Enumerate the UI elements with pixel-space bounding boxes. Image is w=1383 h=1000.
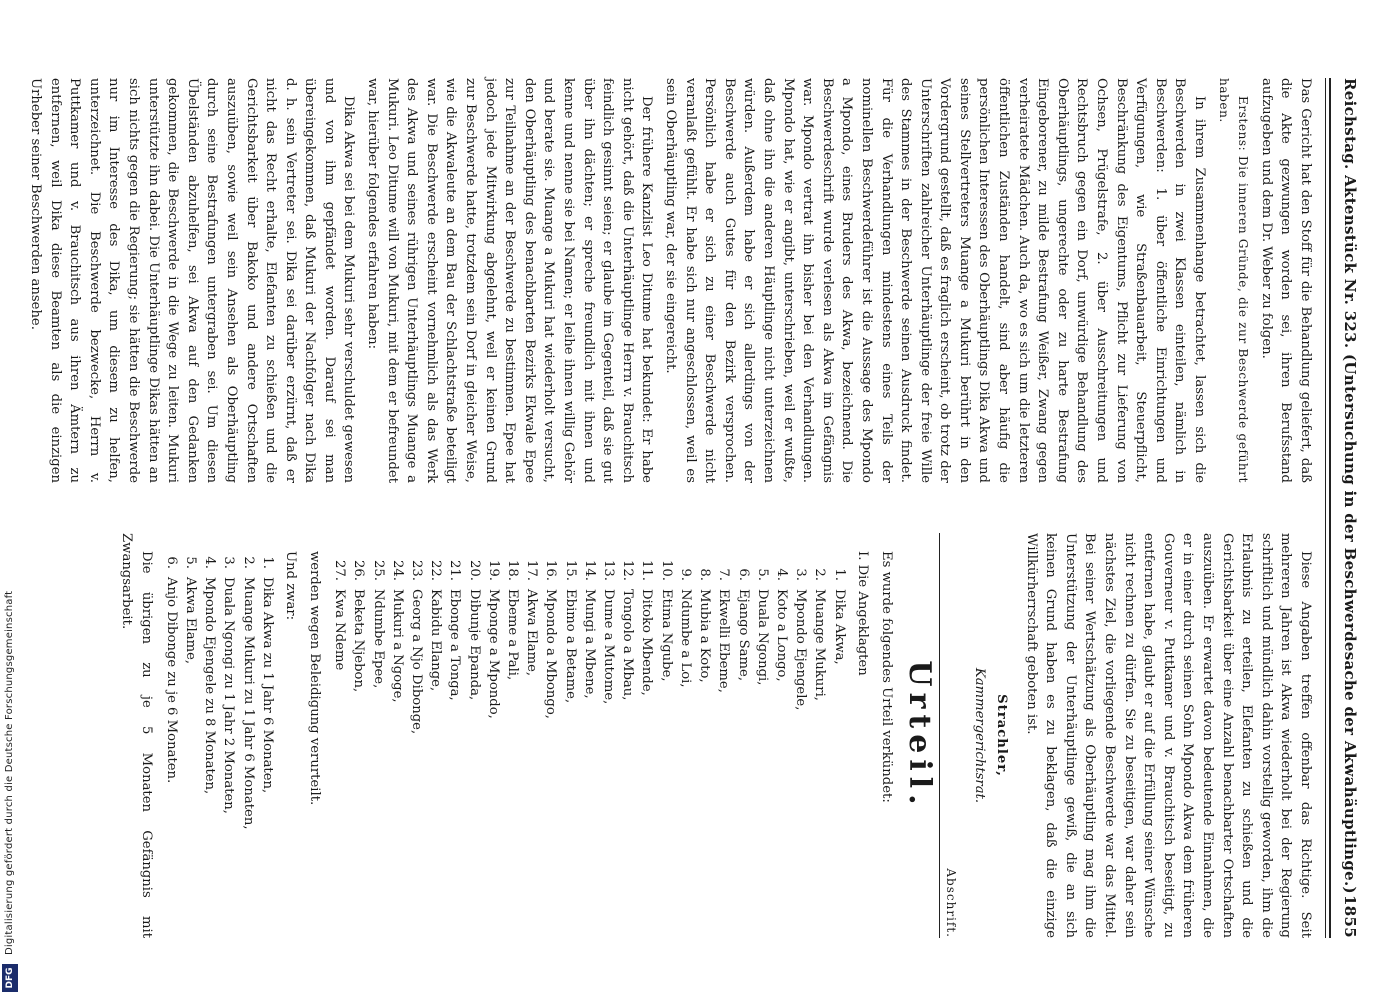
list-item — [676, 533, 695, 938]
list-item — [753, 533, 772, 938]
list-item-text: Dika Akwa, — [831, 589, 847, 665]
list-item-number: 1. — [259, 556, 275, 569]
list-item-text: Mubia a Koto, — [697, 589, 713, 683]
list-item-number: 6. — [163, 556, 179, 569]
page-header — [1333, 78, 1377, 938]
list-item-text: Ndumbe a Loi, — [677, 589, 693, 688]
final-sentence: Die übrigen zu je 5 Monaten Gefängnis mit Zwangsarbeit. — [119, 533, 154, 938]
list-item-number: 1. — [831, 568, 847, 581]
list-item — [368, 533, 387, 938]
list-item-text: Mpondo a Mbongo, — [543, 589, 559, 719]
list-item — [560, 533, 579, 938]
list-item-text: Mponge a Mpondo, — [485, 589, 501, 719]
list-item-number: 24. — [389, 560, 405, 581]
list-item — [407, 533, 426, 938]
verdict-intro: Es wurde folgendes Urteil verkündet: — [878, 551, 894, 803]
list-item-text: Dibunje Epanda, — [466, 589, 482, 701]
list-item-text: Ebimo a Betame, — [562, 589, 578, 704]
list-item-text: Duala Ngongi zu 1 Jahr 2 Monaten, — [221, 577, 237, 814]
list-item-text: Akwa Elame, — [524, 589, 540, 677]
list-item-text: Muange Mukuri, — [812, 589, 828, 701]
list-item-text: Ditoko Mbende, — [639, 589, 655, 696]
list-item-number: 10. — [658, 560, 674, 581]
list-item-number: 14. — [581, 560, 597, 581]
list-item-number: 27. — [332, 560, 348, 581]
right-column — [112, 533, 1315, 938]
paragraph: Diese Angaben treffen offenbar das Richtige. Seit mehreren Jahren ist Akwa wiederholt bei der Regierung schriftlich und mündlich dahin vorstellig geworden, ihm die Erlaubnis zu erteilen, Elefanten zu schießen und die Gerichtsbarkeit über eine Anzahl benachbarter Ortschaften auszuüben. Er erwartet davon bedeutende Einnahmen, die er in einer durch seinen Sohn Mpondo Akwa dem früheren Gouverneur v. Puttkamer und v. Brauchitsch beseitigt, zu entfernen habe, glaubt er auf die Erfüllung seiner Wünsche nicht rechnen zu dürfen. Sie zu beseitigen, war daher sein nächstes Ziel, die vorliegende Beschwerde war das Mittel. Bei seiner Wertschätzung als Oberhäuptling mag ihm die Unterstützung der Unterhäuptlinge gewiß, die an sich keinen Grund haben es zu beklagen, daß die einzige Willkürherrschaft geboten ist. — [1023, 533, 1313, 938]
list-item — [349, 533, 368, 938]
list-item-number: 11. — [639, 560, 655, 581]
accused-heading: I. Die Angeklagten — [855, 551, 871, 676]
list-item-number: 19. — [485, 560, 501, 581]
paragraph: Der frühere Kanzlist Leo Ditume hat bekundet: Er habe nicht gehört, daß die Unterhäuptlinge Herrn v. Brauchitsch feindlich gesinnt seien; er glaube im Gegenteil, daß sie gut über ihn dächten; er spreche freundlich mit ihnen und kenne und nenne sie bei Namen; er leihe ihnen willig Gehör und berate sie. Muange a Mukuri hat wiederholt versucht, den Oberhäuptling des benachbarten Bezirks Ekwale Epee zur Teilnahme an der Beschwerde zu bestimmen. Epee hat jedoch jede Mitwirkung abgelehnt, weil er keinen Grund zur Beschwerde hatte, trotzdem sein Dorf in gleicher Weise, wie die Akwaleute an dem Bau der Schlachtstraße beteiligt war. Die Beschwerde erscheint vornehmlich als das Werk des Akwa und seines rührigen Unterhäuptlings Muange a Mukuri. Leo Ditume will von Mukuri, mit dem er befreundet war, hierüber folgendes erfahren haben: — [365, 78, 655, 483]
list-item-text: Mpondo Ejengele zu 8 Monaten, — [202, 577, 218, 795]
list-item-number: 5. — [754, 568, 770, 581]
paragraph: In ihrem Zusammenhange betrachtet, lassen sich die Beschwerden in zwei Klassen einteilen, nämlich in Beschwerden: 1. über öffentliche Einrichtungen und Verfügungen, wie Straßenbauarbeit, Steuerpflicht, Beschränkung des Eigentums, Pflicht zur Lieferung von Ochsen, Prügelstrafe, 2. über Ausschreitungen und Rechtsbruch gegen ein Dorf, unwürdige Behandlung des Oberhäuptlings, ungerechte oder zu harte Bestrafung Eingeborener, zu milde Bestrafung Weißer, Zwang gegen verheiratete Mädchen. Auch da, wo es sich um die letzteren öffentlichen Zuständen handelt, sind aber häufig die persönlichen Interessen des Oberhäuptlings Dika Akwa und seines Stellvertreters Muange a Mukuri berührt in den Vordergrund gestellt, daß es fraglich erscheint, ob trotz der Unterschriften zahlreicher Unterhäuptlinge der freie Wille des Stammes in der Beschwerde seinen Ausdruck findet. Für die Verhandlungen mindestens eines Teils der nominellen Beschwerdeführer ist die Aussage des Mpondo a Mpondo, eines Bruders des Akwa, bezeichnend. Die Beschwerdeschrift wurde verlesen als Akwa im Gefängnis war. Mpondo vertrat ihn bisher bei den Verhandlungen. Mpondo hat, wie er angibt, unterschrieben, weil er wußte, daß ohne ihn die anderen Häuptlinge nicht unterzeichnen würden. Außerdem habe er sich allerdings von der Beschwerde auch Gutes für den Bezirk versprochen. Persönlich habe er sich zu einer Beschwerde nicht veranlaßt gefühlt. Er habe sich nur angeschlossen, weil es sein Oberhäuptling war, der sie eingereicht. — [663, 78, 1208, 483]
list-item — [388, 533, 407, 938]
list-item-number: 25. — [370, 560, 386, 581]
list-item-number: 3. — [221, 556, 237, 569]
list-item — [810, 533, 829, 938]
list-item — [219, 533, 238, 938]
list-item-text: Ebonge a Tonga, — [447, 589, 463, 701]
header-rule — [1329, 78, 1331, 938]
list-item — [599, 533, 618, 938]
list-item-number: 5. — [183, 556, 199, 569]
abschrift-label: Abschrift. — [939, 533, 960, 938]
list-item — [714, 533, 733, 938]
list-item-text: Kabidu Elange, — [428, 589, 444, 692]
list-item-text: Mungi a Mbene, — [581, 589, 597, 699]
list-item — [181, 533, 200, 938]
list-item — [238, 533, 257, 938]
list-item-number: 18. — [505, 560, 521, 581]
list-item — [258, 533, 277, 938]
list-item-number: 15. — [562, 560, 578, 581]
list-item-number: 21. — [447, 560, 463, 581]
und-zwar: Und zwar: — [283, 551, 299, 621]
list-item — [445, 533, 464, 938]
list-item-number: 2. — [812, 568, 828, 581]
header-title: Reichstag. Aktenstück Nr. 323. — [1341, 78, 1359, 349]
list-item — [200, 533, 219, 938]
list-item-text: Tongolo a Mbau, — [620, 589, 636, 701]
page-number: 1855 — [1341, 895, 1359, 938]
header-rule-thin — [1325, 78, 1326, 938]
paragraph: Dika Akwa sei bei dem Mukuri sehr verschuldet gewesen und von ihm gepfändet worden. Darauf sei man übereingekommen, daß Mukuri der Nachfolger nach Dika d. h. sein Vertreter sei. Dika sei darüber erzürnt, daß er nicht das Recht erhalte, Elefanten zu schießen und die Gerichtsbarkeit über Bakoko und andere Ortschaften auszuüben, sowie weil sein Ansehen als Oberhäuptling durch seine Bestrafungen untergraben sei. Um diesen Übelständen abzuhelfen, sei Akwa auf den Gedanken gekommen, die Beschwerde in die Wege zu leiten. Mukuri unterstützte ihn dabei. Die Unterhäuptlinge Dikas hätten an sich nichts gegen die Regierung; sie hätten die Beschwerde nur im Interesse des Dika, um diesem zu helfen, unterzeichnet. Die Beschwerde bezwecke, Herrn v. Puttkamer und v. Brauchitsch aus ihren Ämtern zu entfernen, weil Dika diese Beamten als die einzigen Urheber seiner Beschwerden ansehe. — [28, 78, 357, 483]
list-item-text: Koto a Longo, — [773, 589, 789, 682]
list-item — [791, 533, 810, 938]
list-item — [580, 533, 599, 938]
list-item — [695, 533, 714, 938]
list-item-number: 22. — [428, 560, 444, 581]
list-item-text: Ndumbe Epee, — [370, 589, 386, 689]
list-item-text: Georg a Njo Dibonge, — [409, 589, 425, 735]
sentence-list — [162, 533, 277, 938]
list-item — [162, 533, 181, 938]
list-item — [522, 533, 541, 938]
list-item-number: 4. — [202, 556, 218, 569]
list-item-number: 9. — [677, 568, 693, 581]
list-item-text: Akwa Elame, — [183, 577, 199, 665]
list-item-number: 4. — [773, 568, 789, 581]
list-item-number: 6. — [735, 568, 751, 581]
list-item-number: 16. — [543, 560, 559, 581]
list-item-text: Ekwelli Ebeme, — [716, 589, 732, 693]
signature-title: Kammergerichtsrat. — [972, 667, 988, 804]
list-item — [772, 533, 791, 938]
list-item-text: Mpondo Ejengele, — [793, 589, 809, 711]
list-item — [541, 533, 560, 938]
list-item — [426, 533, 445, 938]
left-column — [21, 78, 1315, 483]
list-item — [637, 533, 656, 938]
accused-list — [330, 533, 848, 938]
list-item — [618, 533, 637, 938]
dfg-logo: DFG — [2, 964, 18, 992]
list-item — [829, 533, 848, 938]
urteil-heading: Urteil. — [902, 660, 938, 811]
list-item-text: Dika Akwa zu 1 Jahr 6 Monaten, — [259, 577, 275, 794]
list-item-number: 7. — [716, 568, 732, 581]
list-item-number: 12. — [620, 560, 636, 581]
header-left — [1341, 78, 1359, 894]
list-item — [733, 533, 752, 938]
list-item-text: Etima Ngube, — [658, 589, 674, 682]
list-item — [503, 533, 522, 938]
list-item-number: 23. — [409, 560, 425, 581]
list-item-text: Beketa Njebon, — [351, 589, 367, 693]
list-item — [484, 533, 503, 938]
list-item-text: Anjo Dibonge zu je 6 Monaten. — [163, 577, 179, 784]
list-item-text: Ebeme a Pali, — [505, 589, 521, 681]
list-item-text: Dume a Mutome, — [601, 589, 617, 705]
verdict-statement: werden wegen Beleidigung verurteilt. — [307, 551, 323, 806]
list-item — [330, 533, 349, 938]
list-item-number: 8. — [697, 568, 713, 581]
list-item-text: Kwa Ndeme — [332, 589, 348, 671]
list-item-number: 13. — [601, 560, 617, 581]
list-item-text: Mukuri a Ngoge, — [389, 589, 405, 703]
list-item-text: Muange Mukuri zu 1 Jahr 6 Monaten, — [240, 577, 256, 830]
list-item-number: 20. — [466, 560, 482, 581]
list-item-number: 3. — [793, 568, 809, 581]
list-item-number: 17. — [524, 560, 540, 581]
list-item — [464, 533, 483, 938]
signature-name: Strachler, — [994, 694, 1010, 777]
paragraph: Das Gericht hat den Stoff für die Behandlung geliefert, daß die Akte gezwungen worden sei, ihren Berufsstand aufzugeben und dem Dr. Weber zu folgen. — [1258, 78, 1313, 483]
digitization-credit: Digitalisierung gefördert durch die Deutsche Forschungsgemeinschaft — [4, 590, 15, 955]
header-subtitle: (Untersuchung in der Beschwerdesache der Akwahäuptlinge.) — [1341, 353, 1359, 894]
list-item — [657, 533, 676, 938]
list-item-number: 2. — [240, 556, 256, 569]
list-item-text: Duala Ngongi, — [754, 589, 770, 686]
section-heading: Erstens: Die inneren Gründe, die zur Beschwerde geführt haben. — [1216, 78, 1251, 483]
list-item-number: 26. — [351, 560, 367, 581]
list-item-text: Ejango Same, — [735, 589, 751, 682]
